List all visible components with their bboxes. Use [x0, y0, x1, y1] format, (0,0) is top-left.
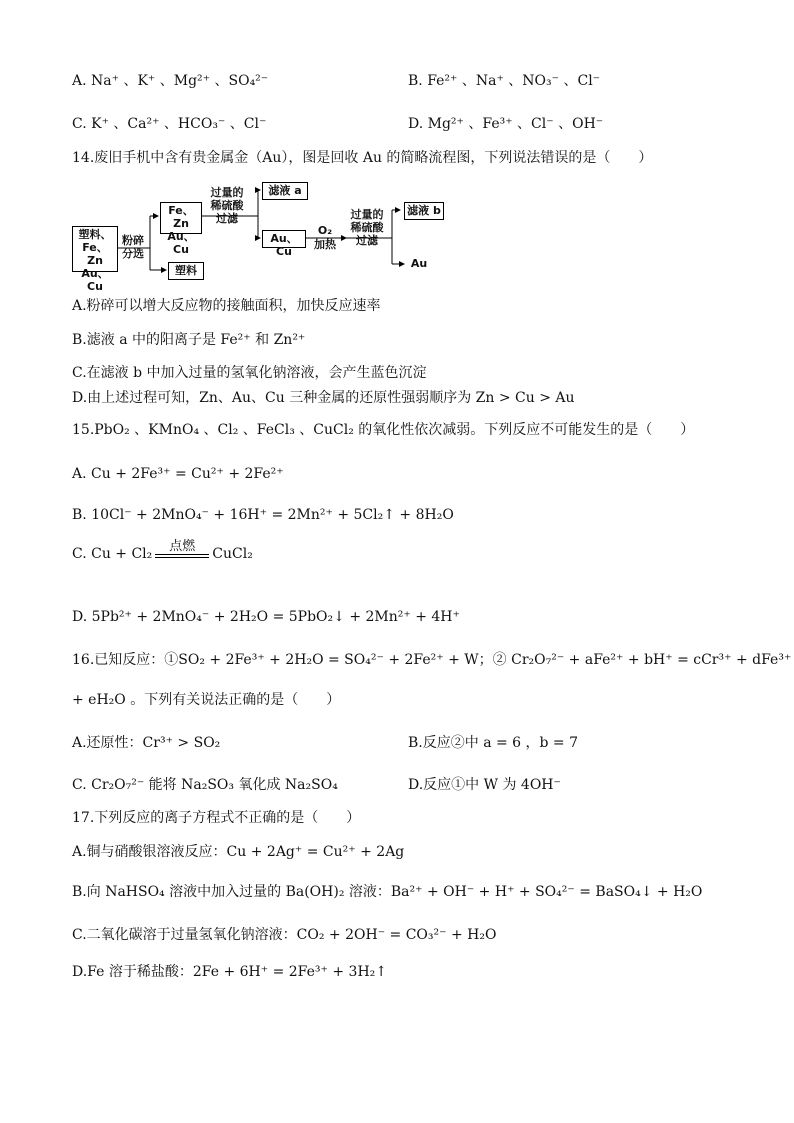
q14-option-b: B.滤液 a 中的阳离子是 Fe²⁺ 和 Zn²⁺: [72, 332, 306, 348]
flow-product-au: Au: [410, 257, 428, 270]
flow-start-box: [72, 226, 118, 293]
flow-box-metals: [160, 202, 202, 256]
q14-stem: 14.废旧手机中含有贵金属金（Au），图是回收 Au 的简略流程图，下列说法错误的是（ ）: [72, 150, 653, 166]
flow-start-text: 塑料、 Fe、Zn Au、Cu: [78, 228, 112, 293]
q15-option-c: [72, 540, 253, 564]
q14-option-d: D.由上述过程可知，Zn、Au、Cu 三种金属的还原性强弱顺序为 Zn > Cu > Au: [72, 390, 575, 406]
flow-step-heat: O₂ 加热: [314, 224, 336, 251]
q16-option-d: D.反应①中 W 为 4OH⁻: [408, 777, 561, 793]
flow-box-au-cu: [262, 230, 306, 258]
q17-option-a: A.铜与硝酸银溶液反应：Cu + 2Ag⁺ = Cu²⁺ + 2Ag: [72, 844, 405, 860]
q16-option-a: A.还原性：Cr³⁺ > SO₂: [72, 735, 221, 751]
flow-step-crush: 粉碎 分选: [122, 234, 144, 260]
q14-option-c: C.在滤液 b 中加入过量的氢氧化钠溶液，会产生蓝色沉淀: [72, 365, 427, 381]
q13-option-b: B. Fe²⁺ 、Na⁺ 、NO₃⁻ 、Cl⁻: [408, 73, 601, 89]
flow-box-au-cu-text: Au、Cu: [270, 232, 298, 258]
q17-option-d: D.Fe 溶于稀盐酸：2Fe + 6H⁺ = 2Fe³⁺ + 3H₂↑: [72, 964, 387, 980]
q14-flowchart: [72, 178, 452, 293]
q14-option-a: A.粉碎可以增大反应物的接触面积，加快反应速率: [72, 298, 381, 314]
flow-box-plastic: [168, 262, 204, 280]
q16-option-b: B.反应②中 a = 6 ，b = 7: [408, 735, 579, 751]
q15-option-a: A. Cu + 2Fe³⁺ = Cu²⁺ + 2Fe²⁺: [72, 466, 284, 482]
q17-stem: 17.下列反应的离子方程式不正确的是（ ）: [72, 810, 361, 826]
q15-option-b: B. 10Cl⁻ + 2MnO₄⁻ + 16H⁺ = 2Mn²⁺ + 5Cl₂↑ + 8H₂O: [72, 507, 454, 523]
q17-option-b: B.向 NaHSO₄ 溶液中加入过量的 Ba(OH)₂ 溶液：Ba²⁺ + OH⁻ + H⁺ + SO₄²⁻ = BaSO₄↓ + H₂O: [72, 884, 703, 900]
q15-option-c-left: C. Cu + Cl₂: [72, 546, 153, 562]
q13-option-c: C. K⁺ 、Ca²⁺ 、HCO₃⁻ 、Cl⁻: [72, 116, 267, 132]
flow-box-filtrate-a-text: 滤液 a: [268, 184, 302, 197]
q15-stem: 15.PbO₂ 、KMnO₄ 、Cl₂ 、FeCl₃ 、CuCl₂ 的氧化性依次减弱。下列反应不可能发生的是（ ）: [72, 422, 695, 438]
q13-option-d: D. Mg²⁺ 、Fe³⁺ 、Cl⁻ 、OH⁻: [408, 116, 604, 132]
flow-box-filtrate-b: [404, 202, 444, 220]
flow-box-filtrate-b-text: 滤液 b: [407, 204, 441, 217]
condition-text: 点燃: [169, 539, 196, 554]
flow-step-acid-2: 过量的 稀硫酸 过滤: [350, 208, 384, 247]
q16-stem-line2: + eH₂O 。下列有关说法正确的是（ ）: [72, 692, 341, 708]
flow-box-filtrate-a: [262, 182, 308, 200]
q13-option-a: A. Na⁺ 、K⁺ 、Mg²⁺ 、SO₄²⁻: [72, 73, 269, 89]
q15-option-d: D. 5Pb²⁺ + 2MnO₄⁻ + 2H₂O = 5PbO₂↓ + 2Mn²⁺ + 4H⁺: [72, 609, 460, 625]
q17-option-c: C.二氧化碳溶于过量氢氧化钠溶液：CO₂ + 2OH⁻ = CO₃²⁻ + H₂O: [72, 927, 497, 943]
q16-option-c: C. Cr₂O₇²⁻ 能将 Na₂SO₃ 氧化成 Na₂SO₄: [72, 777, 338, 793]
flow-box-plastic-text: 塑料: [175, 264, 197, 277]
flow-box-metals-text: Fe、Zn Au、Cu: [167, 204, 195, 256]
reaction-condition: [155, 540, 209, 564]
flow-step-acid-1: 过量的 稀硫酸 过滤: [210, 186, 244, 225]
q16-stem-line1: 16.已知反应：①SO₂ + 2Fe³⁺ + 2H₂O = SO₄²⁻ + 2Fe²⁺ + W；② Cr₂O₇²⁻ + aFe²⁺ + bH⁺ = cCr³⁺ + dFe³⁺: [72, 652, 792, 668]
q15-option-c-right: CuCl₂: [212, 546, 253, 562]
